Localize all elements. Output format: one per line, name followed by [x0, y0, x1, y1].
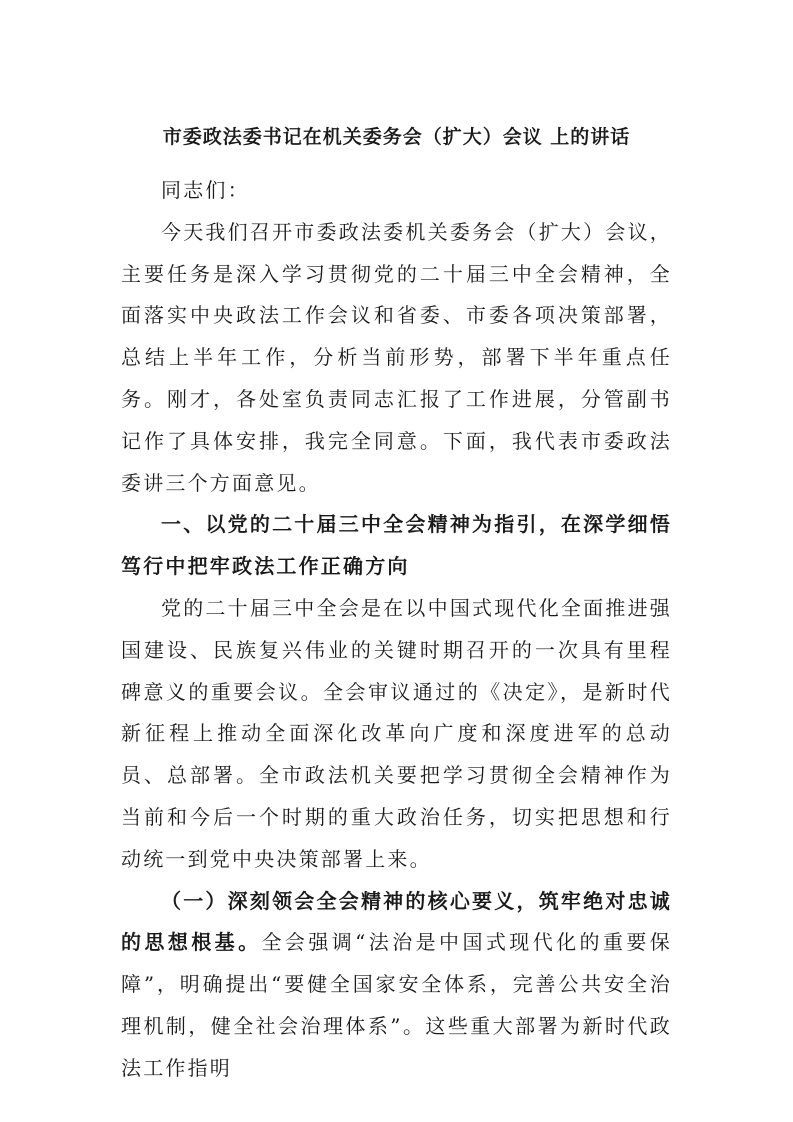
subsection-text: 全会强调“法治是中国式现代化的重要保障”，明确提出“要健全国家安全体系，完善公共安全治理机制，健全社会治理体系”。这些重大部署为新时代政法工作指明	[121, 930, 672, 1080]
section-heading: 一、以党的二十届三中全会精神为指引，在深学细悟笃行中把牢政法工作正确方向	[121, 512, 672, 579]
document-body	[121, 170, 672, 1090]
salutation: 同志们：	[161, 178, 250, 202]
section-paragraph: 党的二十届三中全会是在以中国式现代化全面推进强国建设、民族复兴伟业的关键时期召开的一次具有里程碑意义的重要会议。全会审议通过的《决定》，是新时代新征程上推动全面深化改革向广度和深度进军的总动员、总部署。全市政法机关要把学习贯彻全会精神作为当前和今后一个时期的重大政治任务，切实把思想和行动统一到党中央决策部署上来。	[121, 595, 672, 871]
document-title: 市委政法委书记在机关委务会（扩大）会议 上的讲话	[162, 126, 631, 148]
intro-paragraph: 今天我们召开市委政法委机关委务会（扩大）会议，主要任务是深入学习贯彻党的二十届三中全会精神，全面落实中央政法工作会议和省委、市委各项决策部署，总结上半年工作，分析当前形势，部署下半年重点任务。刚才，各处室负责同志汇报了工作进展，分管副书记作了具体安排，我完全同意。下面，我代表市委政法委讲三个方面意见。	[121, 219, 672, 495]
subsection-heading: （一）深刻领会全会精神的核心要义，筑牢绝对忠诚的思想根基。	[121, 888, 672, 955]
subsection-paragraph	[121, 881, 672, 1090]
